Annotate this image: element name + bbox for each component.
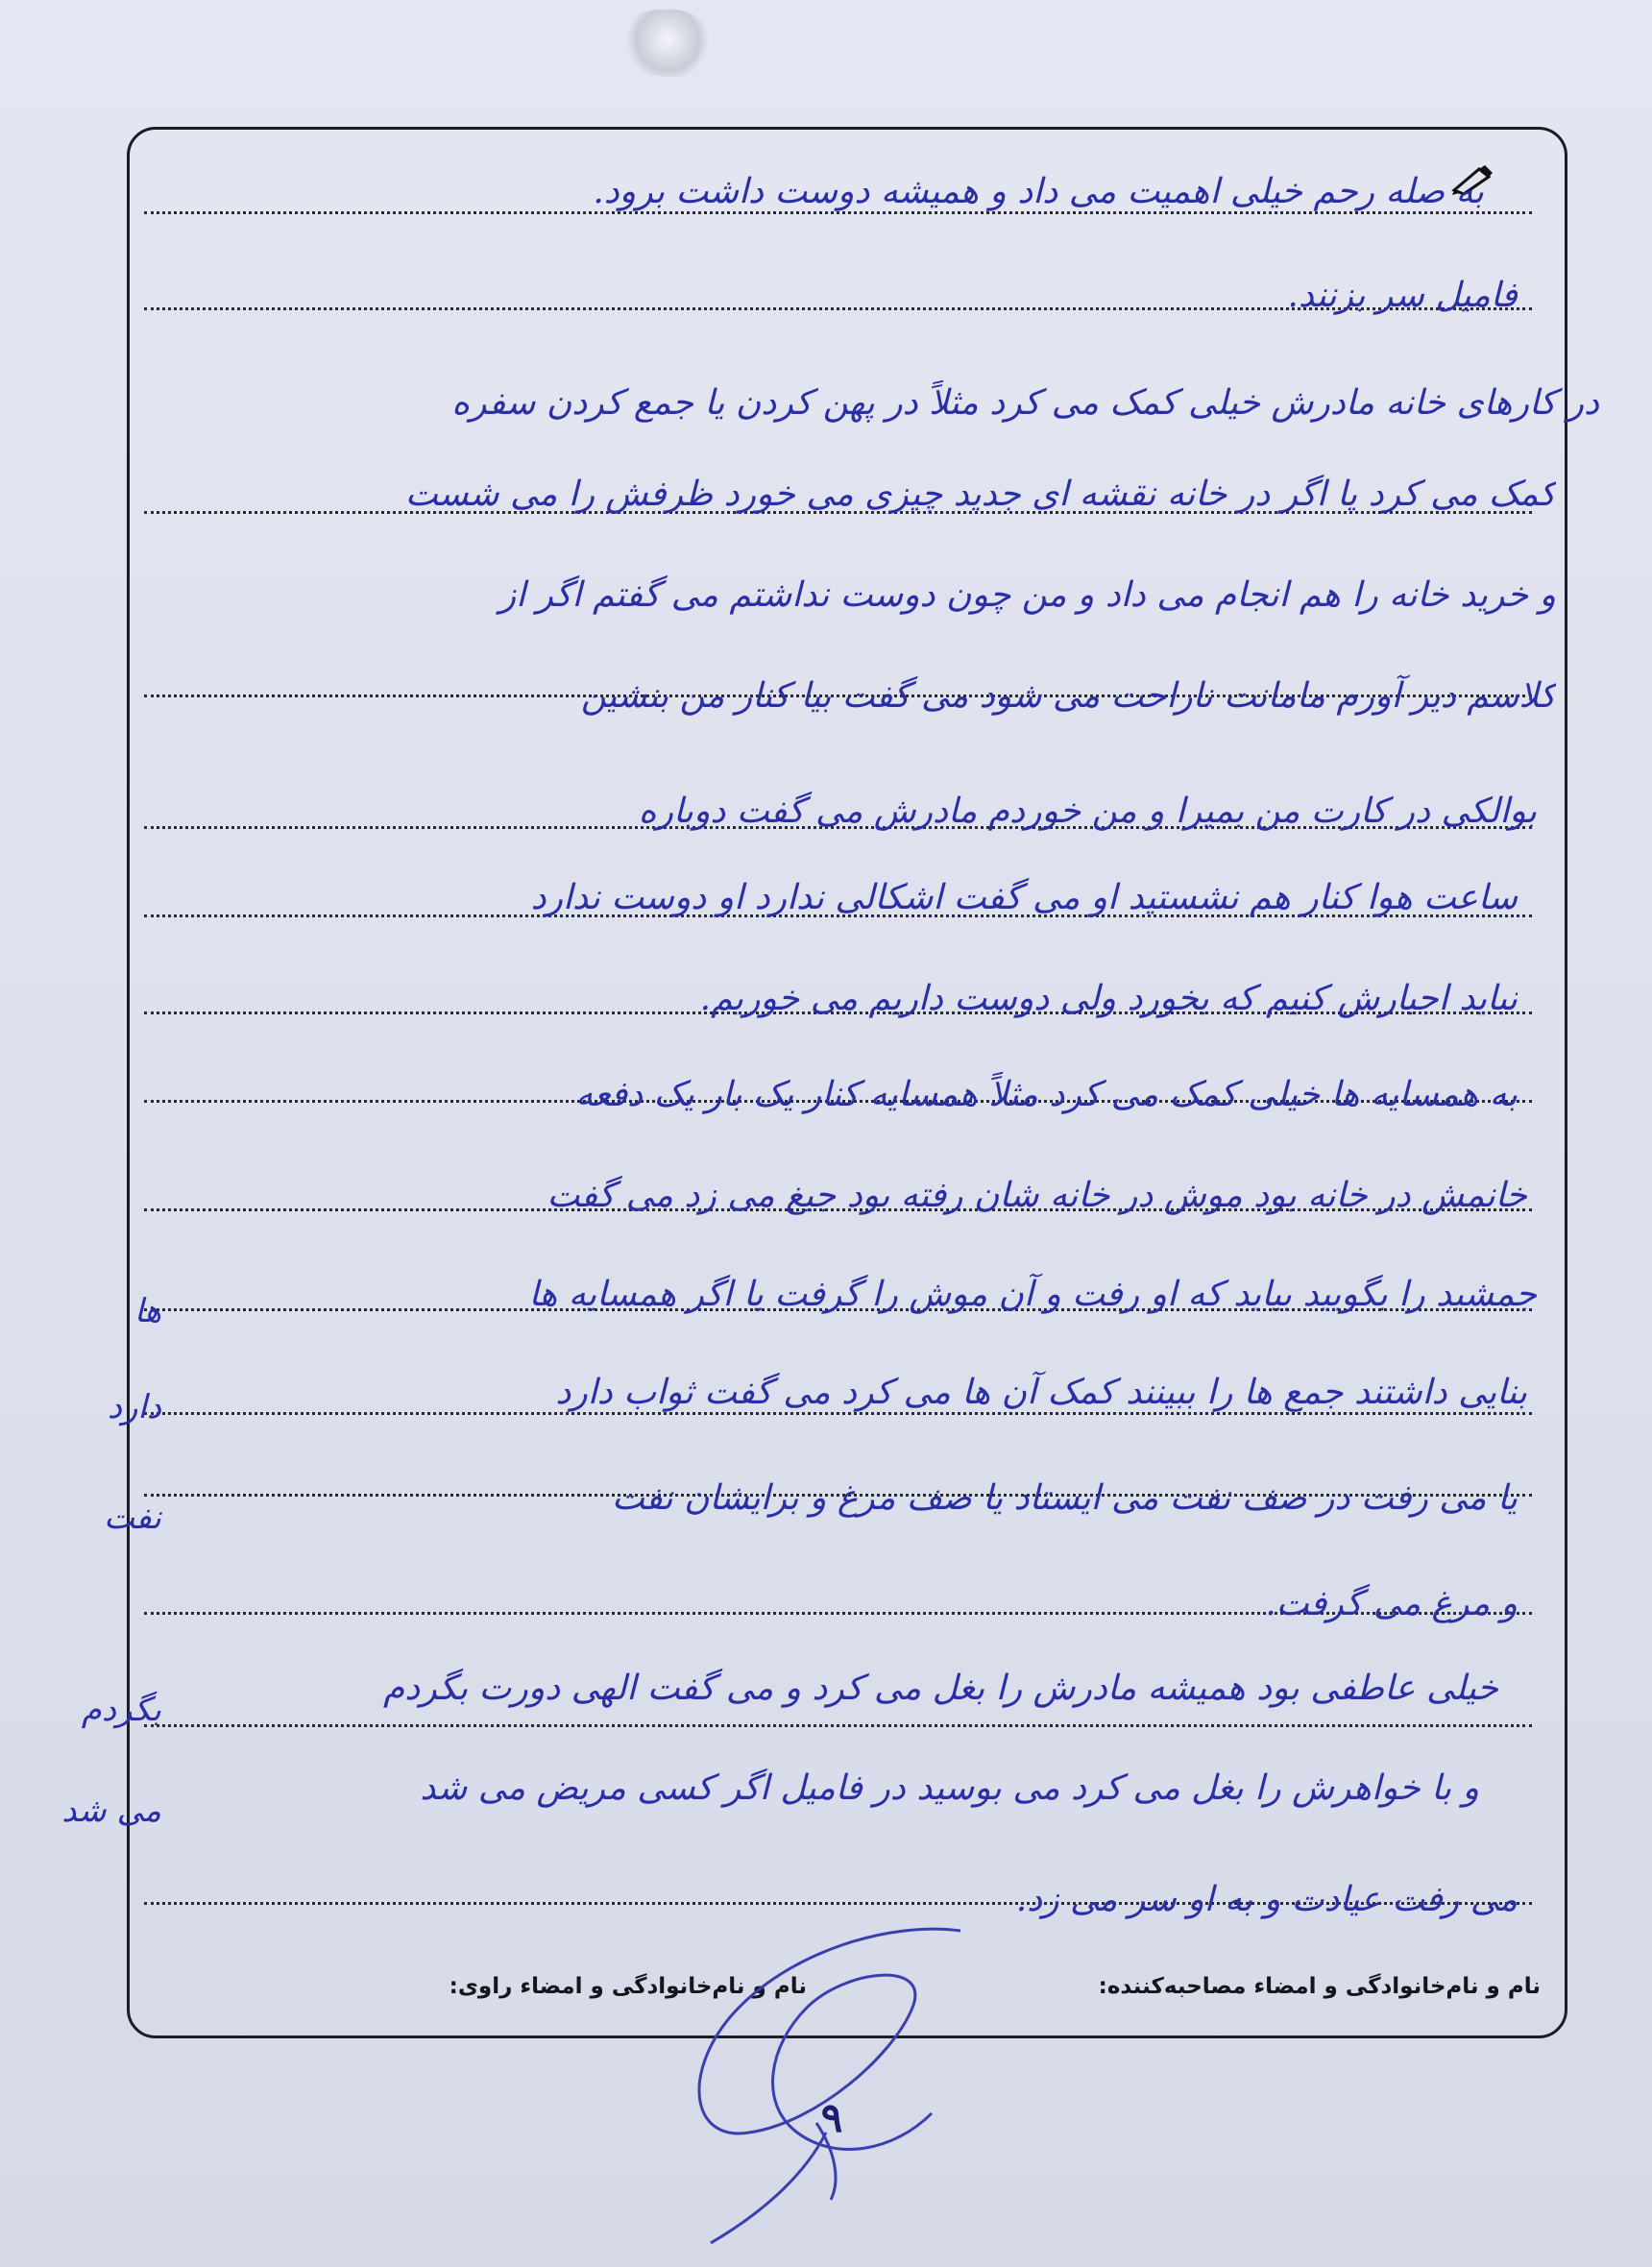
handwritten-line: جمشید را بگویید بیاید که او رفت و آن موش را گرفت یا اگر همسایه ها [528, 1275, 1537, 1314]
interviewer-signature-label: نام و نام‌خانوادگی و امضاء مصاحبه‌کننده: [1098, 1974, 1541, 1999]
handwritten-line: یا می رفت در صف نفت می ایستاد یا صف مرغ و برایشان نفت [612, 1478, 1518, 1518]
margin-note: بگردم [81, 1691, 161, 1729]
handwritten-line: بوالکی در کارت من بمیرا و من خوردم مادرش می گفت دوباره [638, 792, 1537, 831]
handwritten-line: کلاسم دیر آورم مامانت ناراحت می شود می گفت بیا کنار من بنشین [580, 676, 1556, 716]
handwritten-line: نباید اجبارش کنیم که بخورد ولی دوست داریم می خوریم. [699, 979, 1518, 1018]
handwritten-line: و خرید خانه را هم انجام می داد و من چون دوست نداشتم می گفتم اگر از [498, 575, 1556, 615]
handwritten-line: به صله رحم خیلی اهمیت می داد و همیشه دوست داشت برود. [593, 172, 1484, 211]
narrator-signature-label: نام و نام‌خانوادگی و امضاء راوی: [449, 1974, 807, 1999]
handwritten-line: خیلی عاطفی بود همیشه مادرش را بغل می کرد و می گفت الهی دورت بگردم [383, 1669, 1498, 1708]
margin-note: نفت [103, 1499, 161, 1537]
handwritten-line: خانمش در خانه بود موش در خانه شان رفته بود جیغ می زد می گفت [547, 1176, 1527, 1215]
staple-mark [624, 10, 711, 77]
ruled-line [144, 1724, 1532, 1727]
page-number: ۹ [820, 2094, 843, 2141]
handwritten-line: و با خواهرش را بغل می کرد می بوسید در فامیل اگر کسی مریض می شد [420, 1768, 1479, 1808]
margin-note: دارد [107, 1388, 161, 1426]
signature-drawing [672, 1912, 980, 2257]
handwritten-line: کمک می کرد یا اگر در خانه نقشه ای جدید چیزی می خورد ظرفش را می شست [404, 475, 1556, 514]
handwritten-line: در کارهای خانه مادرش خیلی کمک می کرد مثلاً در پهن کردن یا جمع کردن سفره [451, 383, 1599, 423]
handwritten-line: بنایی داشتند جمع ها را ببینند کمک آن ها می کرد می گفت ثواب دارد [555, 1373, 1527, 1412]
handwritten-line: می رفت عیادت و به او سر می زد. [1015, 1880, 1518, 1919]
handwritten-line: ساعت هوا کنار هم نشستید او می گفت اشکالی ندارد او دوست ندارد [530, 878, 1518, 917]
handwritten-line: و مرغ می گرفت. [1265, 1584, 1518, 1623]
handwritten-line: به همسایه ها خیلی کمک می کرد مثلاً همسایه کنار یک بار یک دفعه [575, 1075, 1518, 1114]
margin-note: می شد [61, 1792, 161, 1830]
handwritten-line: فامیل سر بزنند. [1287, 276, 1518, 315]
margin-note: ها [134, 1292, 161, 1330]
